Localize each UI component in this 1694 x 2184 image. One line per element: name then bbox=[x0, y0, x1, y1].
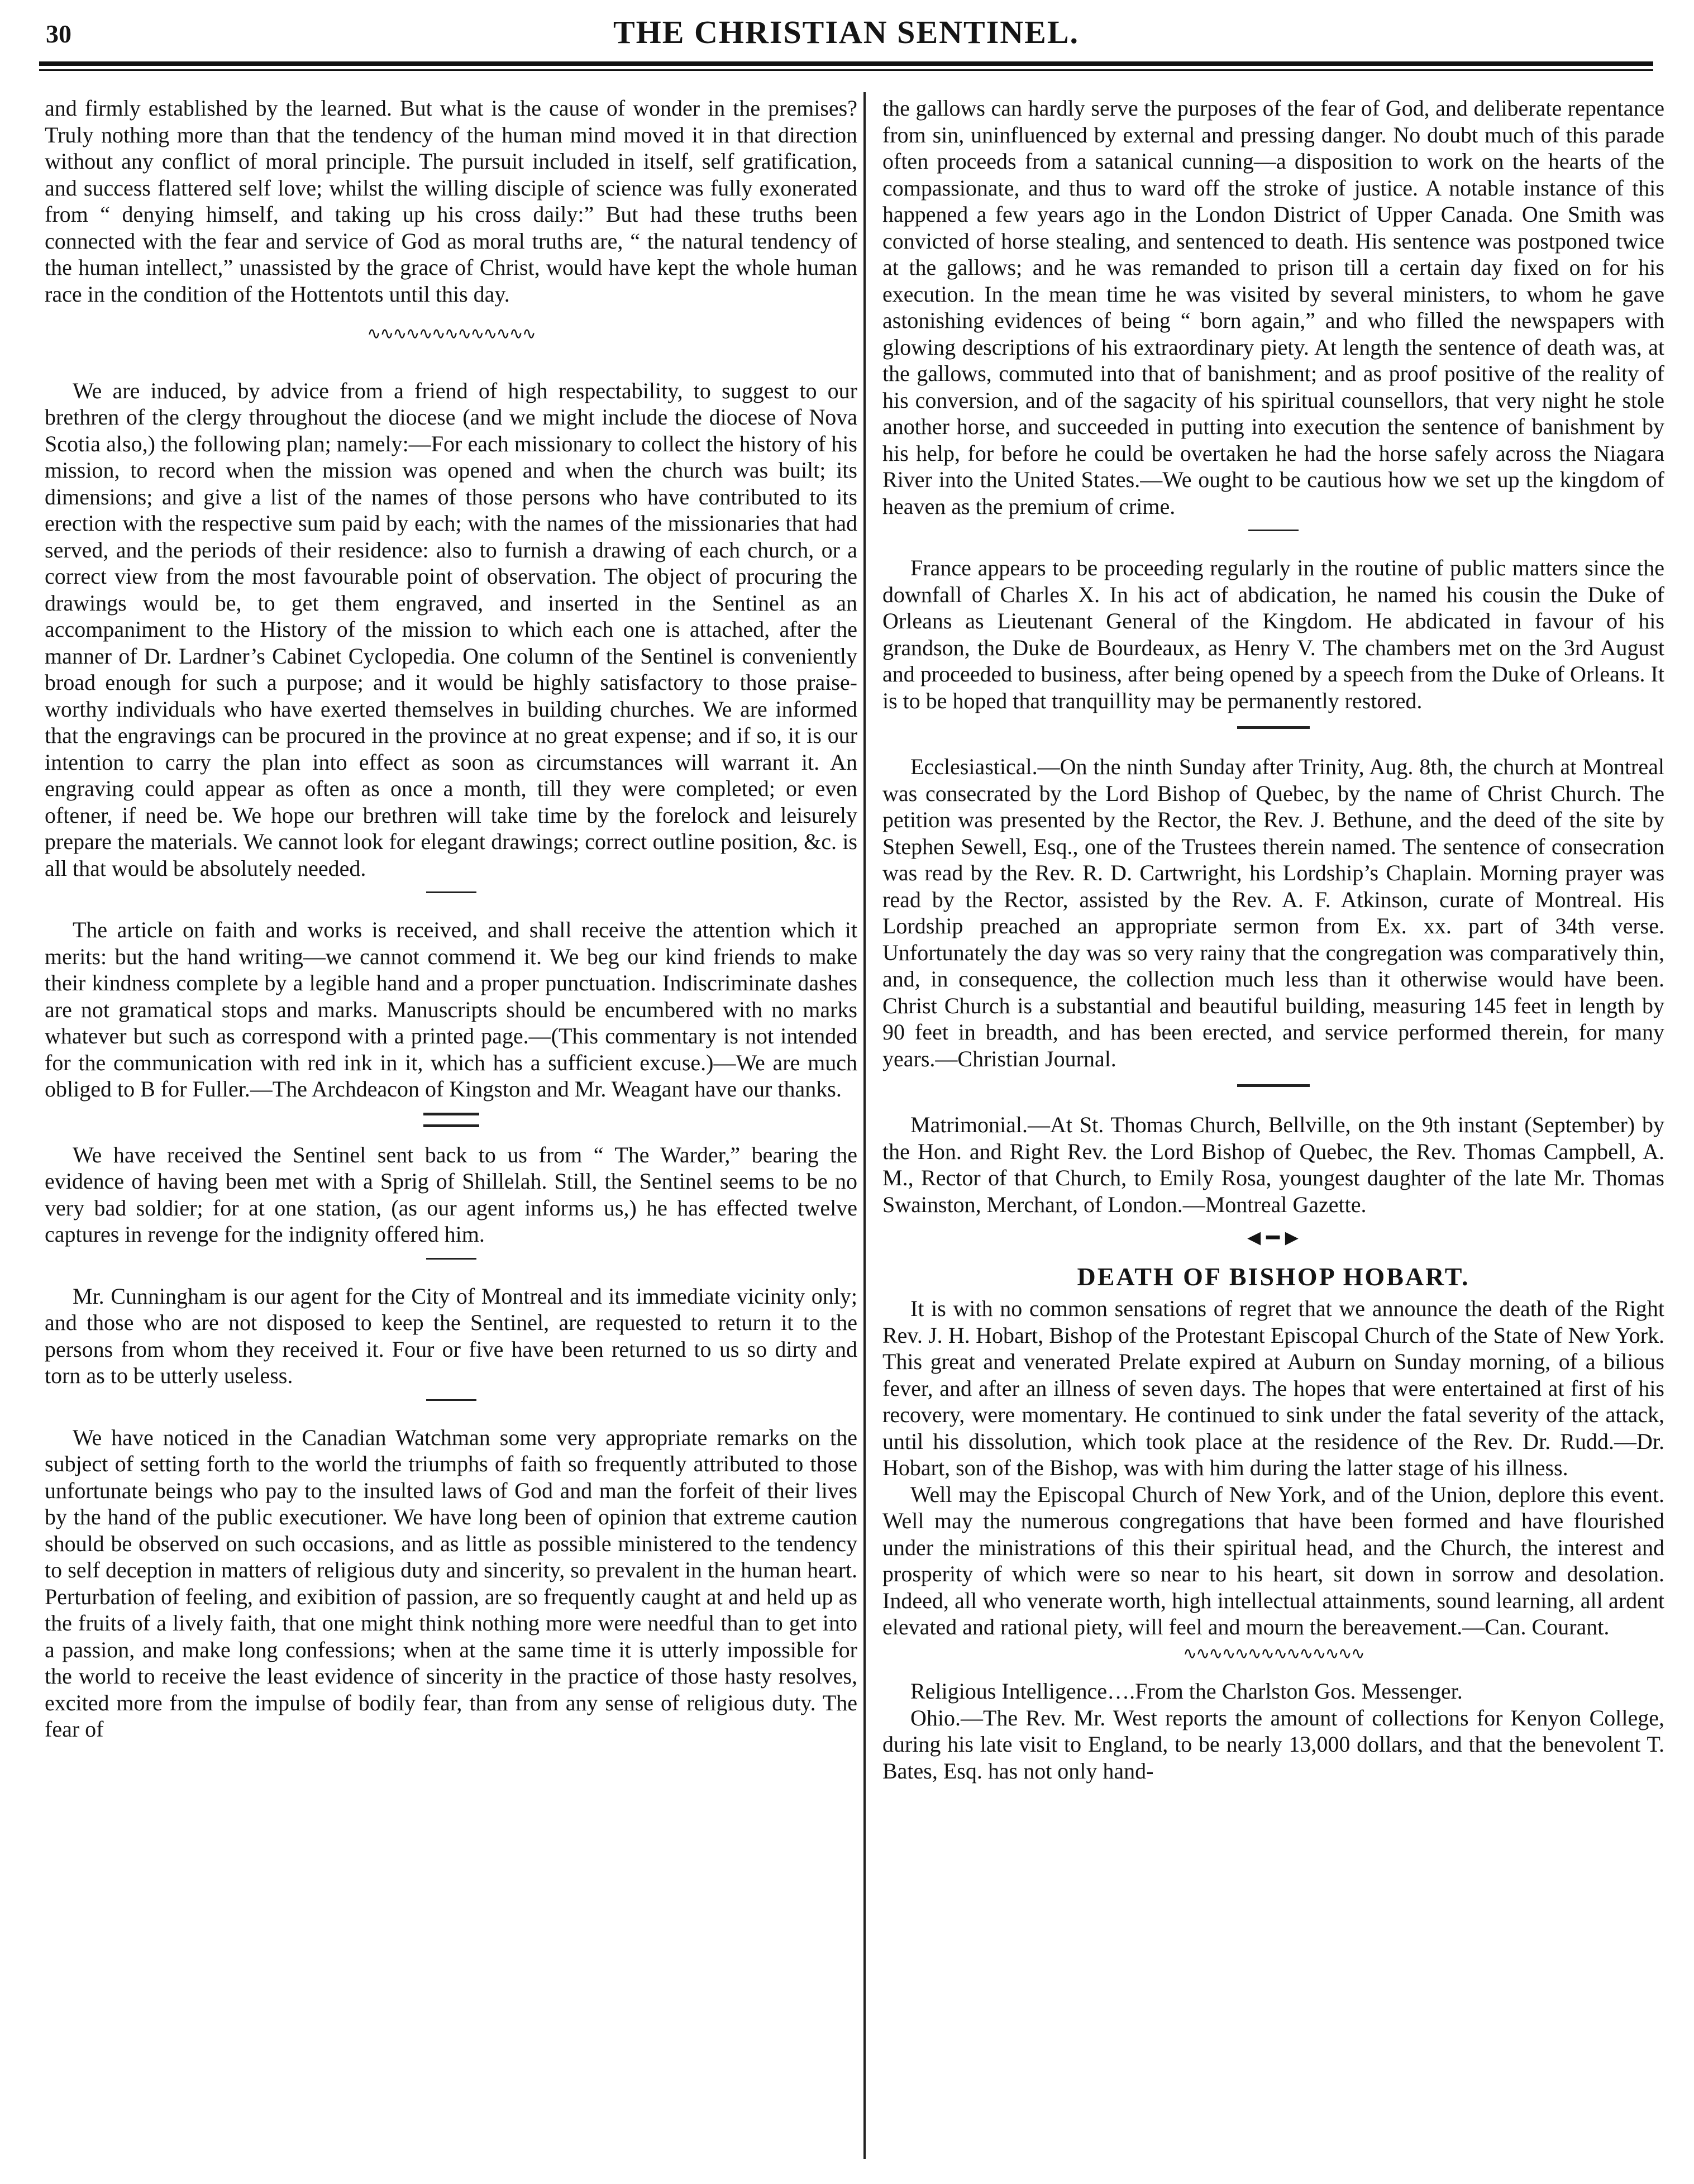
left-article-church-history-plan: We are induced, by advice from a friend of high respectability, to suggest to our brethren of the clergy throughout the diocese (and we might include the diocese of Nova Scotia also,) the following plan; namely:—For each missionary to collect the history of his mission, to record when the mission was opened and when the church was built; its dimensions; and give a list of the names of those persons who have contributed to its erection with the respective sum paid by each; with the names of the missionaries that had served, and the periods of their residence: also to furnish a drawing of each church, or a correct view from the most favourable point of observation. The object of procuring the drawings would be, to get them engraved, and inserted in the Sentinel as an accompaniment to the History of the mission to which each one is attached, after the manner of Dr. Lardner’s Cabinet Cyclopedia. One column of the Sentinel is conveniently broad enough for such a purpose; and it would be highly satisfactory to those praise-worthy individuals who have exerted themselves in building churches. We are informed that the engravings can be procured in the province at no great expense; and if so, it is our intention to carry the plan into effect as soon as circumstances will warrant it. An engraving could appear as often as once a month, till they were completed; or even oftener, if need be. We hope our brethren will take time by the forelock and leisurely prepare the materials. We cannot look for elegant drawings; correct outline position, &c. is all that would be absolutely needed. bbox=[45, 378, 857, 881]
right-column bbox=[882, 95, 1664, 1784]
short-rule-separator bbox=[426, 1399, 476, 1401]
short-rule-separator bbox=[1248, 530, 1299, 531]
headline-death-of-bishop-hobart: DEATH OF BISHOP HOBART. bbox=[1077, 1262, 1470, 1291]
page-number: 30 bbox=[46, 20, 71, 48]
left-article-montreal-agent: Mr. Cunningham is our agent for the City of Montreal and its immediate vicinity only; and those who are not disposed to keep the Sentinel, are requested to return it to the persons from whom they received it. Four or five have been returned to us so dirty and torn as to be utterly useless. bbox=[45, 1283, 857, 1388]
column-divider bbox=[863, 92, 866, 2159]
header-rule-thick bbox=[39, 61, 1653, 66]
rule-separator bbox=[1237, 726, 1310, 729]
right-article-hobart-part2: Well may the Episcopal Church of New York, and of the Union, deplore this event. Well may the numerous congregations that have been formed and have flourished under the ministrations of this their spiritual head, and the Church, the interest and prosperity of which were so near to his heart, sit down in sorrow and desolation. Indeed, all who venerate worth, high intellectual attainments, sound learning, all ardent elevated and rational piety, will feel and mourn the bereavement.—Can. Courant. bbox=[882, 1481, 1664, 1639]
right-article-matrimonial: Matrimonial.—At St. Thomas Church, Bellville, on the 9th instant (September) by the Hon. and Right Rev. the Lord Bishop of Quebec, the Rev. Thomas Campbell, A. M., Rector of that Church, to Emily Rosa, youngest daughter of the late Mr. Thomas Swainston, Merchant, of London.—Montreal Gazette. bbox=[882, 1112, 1664, 1217]
right-article-france: France appears to be proceeding regularly in the routine of public matters since the downfall of Charles X. In his act of abdication, he named his cousin the Duke of Orleans as Lieutenant General of the Kingdom. He abdicated in favour of his grandson, the Duke de Bourdeaux, as Henry V. The chambers met on the 3rd August and proceeded to business, after being opened by a speech from the Duke of Orleans. It is to be hoped that tranquillity may be permanently restored. bbox=[882, 555, 1664, 713]
left-article-warder: We have received the Sentinel sent back to us from “ The Warder,” bearing the evidence of having been met with a Sprig of Shillelah. Still, the Sentinel seems to be no very bad soldier; for at one station, (as our agent informs us,) he has effected twelve captures in revenge for the indignity offered him. bbox=[45, 1142, 857, 1247]
rule-separator bbox=[1237, 1084, 1310, 1087]
wavy-separator: ∿∿∿∿∿∿∿∿∿∿∿∿∿ bbox=[367, 325, 535, 343]
left-column bbox=[45, 95, 857, 1743]
wavy-separator: ∿∿∿∿∿∿∿∿∿∿∿∿∿∿ bbox=[1183, 1644, 1364, 1663]
ornamental-arrow-separator: ◄━► bbox=[1243, 1225, 1304, 1250]
right-article-hobart-part1: It is with no common sensations of regret that we announce the death of the Right Rev. J. H. Hobart, Bishop of the Protestant Episcopal Church of the State of New York. This great and venerated Prelate expired at Auburn on Sunday morning, of a bilious fever, and after an illness of seven days. The hopes that were entertained at first of his recovery, were momentary. He continued to sink under the fatal severity of the attack, until his dissolution, which took place at the residence of the Rev. Dr. Rudd.—Dr. Hobart, son of the Bishop, was with him during the latter stage of his illness. bbox=[882, 1296, 1664, 1480]
masthead-title: THE CHRISTIAN SENTINEL. bbox=[613, 14, 1080, 50]
left-article-canadian-watchman: We have noticed in the Canadian Watchman some very appropriate remarks on the subject of setting forth to the world the triumphs of faith so frequently attributed to those unfortunate beings who pay to the insulted laws of God and man the forfeit of their lives by the hand of the public executioner. We have long been of opinion that extreme caution should be observed on such occasions, and as little as possible ministered to the tendency to self deception in matters of religious duty and sincerity, so prevalent in the human heart. Perturbation of feeling, and exibition of passion, are so frequently caught at and held up as the fruits of a lively faith, that one might think nothing more were needful than to get into a passion, and make long confessions; when at the same time it is utterly impossible for the world to receive the least evidence of sincerity in the practice of those hasty resolves, excited more from the impulse of bodily fear, than from any sense of religious duty. The fear of bbox=[45, 1424, 857, 1742]
left-article-science: and firmly established by the learned. But what is the cause of wonder in the premises? Truly nothing more than that the tendency of the human mind moved it in that direction without any conflict of moral principle. The pursuit included in itself, self gratification, and success flattered self love; whilst the willing disciple of science was fully exonerated from “ denying himself, and taking up his cross daily:” But had these truths been connected with the fear and service of God as moral truths are, “ the natural tendency of the human intellect,” unassisted by the grace of Christ, would have kept the whole human race in the condition of the Hottentots until this day. bbox=[45, 96, 857, 307]
double-rule-separator bbox=[423, 1113, 479, 1127]
right-article-gallows: the gallows can hardly serve the purposes of the fear of God, and deliberate repentance from sin, uninfluenced by external and pressing danger. No doubt much of this parade often proceeds from a satanical cunning—a disposition to work on the hearts of the compassionate, and thus to ward off the stroke of justice. A notable instance of this happened a few years ago in the London District of Upper Canada. One Smith was convicted of horse stealing, and sentenced to death. His sentence was postponed twice at the gallows; and he was remanded to prison till a certain day fixed on for his execution. In the mean time he was visited by several ministers, to whom he gave astonishing evidences of being “ born again,” and who filled the newspapers with glowing descriptions of his extraordinary piety. At length the sentence of death was, at the gallows, commuted into that of banishment; and as proof positive of the reality of his conversion, and of the sagacity of his spiritual counsellors, that very night he stole another horse, and succeeded in putting into execution the sentence of banishment by his help, for before he could be overtaken he had the horse safely across the Niagara River into the United States.—We ought to be cautious how we set up the kingdom of heaven as the premium of crime. bbox=[882, 96, 1664, 519]
short-rule-separator bbox=[426, 891, 476, 893]
right-religious-intelligence-heading: Religious Intelligence….From the Charlston Gos. Messenger. bbox=[910, 1678, 1463, 1704]
left-article-faith-and-works: The article on faith and works is received, and shall receive the attention which it merits: but the hand writing—we cannot commend it. We beg our kind friends to make their kindness complete by a legible hand and a proper punctuation. Indiscriminate dashes are not gramatical stops and marks. Manuscripts should be encumbered with no marks whatever but such as correspond with a printed page.—(This commentary is not intended for the communication with red ink in it, which has a sufficient excuse.)—We are much obliged to B for Fuller.—The Archdeacon of Kingston and Mr. Weagant have our thanks. bbox=[45, 917, 857, 1101]
header-rule-thin bbox=[39, 69, 1653, 71]
page-header bbox=[39, 12, 1653, 57]
right-article-ohio: Ohio.—The Rev. Mr. West reports the amount of collections for Kenyon College, during his late visit to England, to be nearly 13,000 dollars, and that the benevolent T. Bates, Esq. has not only hand- bbox=[882, 1705, 1664, 1784]
right-article-ecclesiastical: Ecclesiastical.—On the ninth Sunday after Trinity, Aug. 8th, the church at Montreal was consecrated by the Lord Bishop of Quebec, by the name of Christ Church. The petition was presented by the Rector, the Rev. J. Bethune, and the deed of the site by Stephen Sewell, Esq., one of the Trustees therein named. The sentence of consecration was read by the Rev. R. D. Cartwright, his Lordship’s Chaplain. Morning prayer was read by the Rector, assisted by the Rev. A. F. Atkinson, curate of Montreal. His Lordship preached an appropriate sermon from Ex. xx. part of 34th verse. Unfortunately the day was so very rainy that the congregation was comparatively thin, and, in consequence, the collection much less than it otherwise would have been. Christ Church is a substantial and beautiful building, measuring 145 feet in length by 90 feet in breadth, and has been erected, and service performed therein, for many years.—Christian Journal. bbox=[882, 754, 1664, 1071]
short-rule-separator bbox=[426, 1258, 476, 1260]
